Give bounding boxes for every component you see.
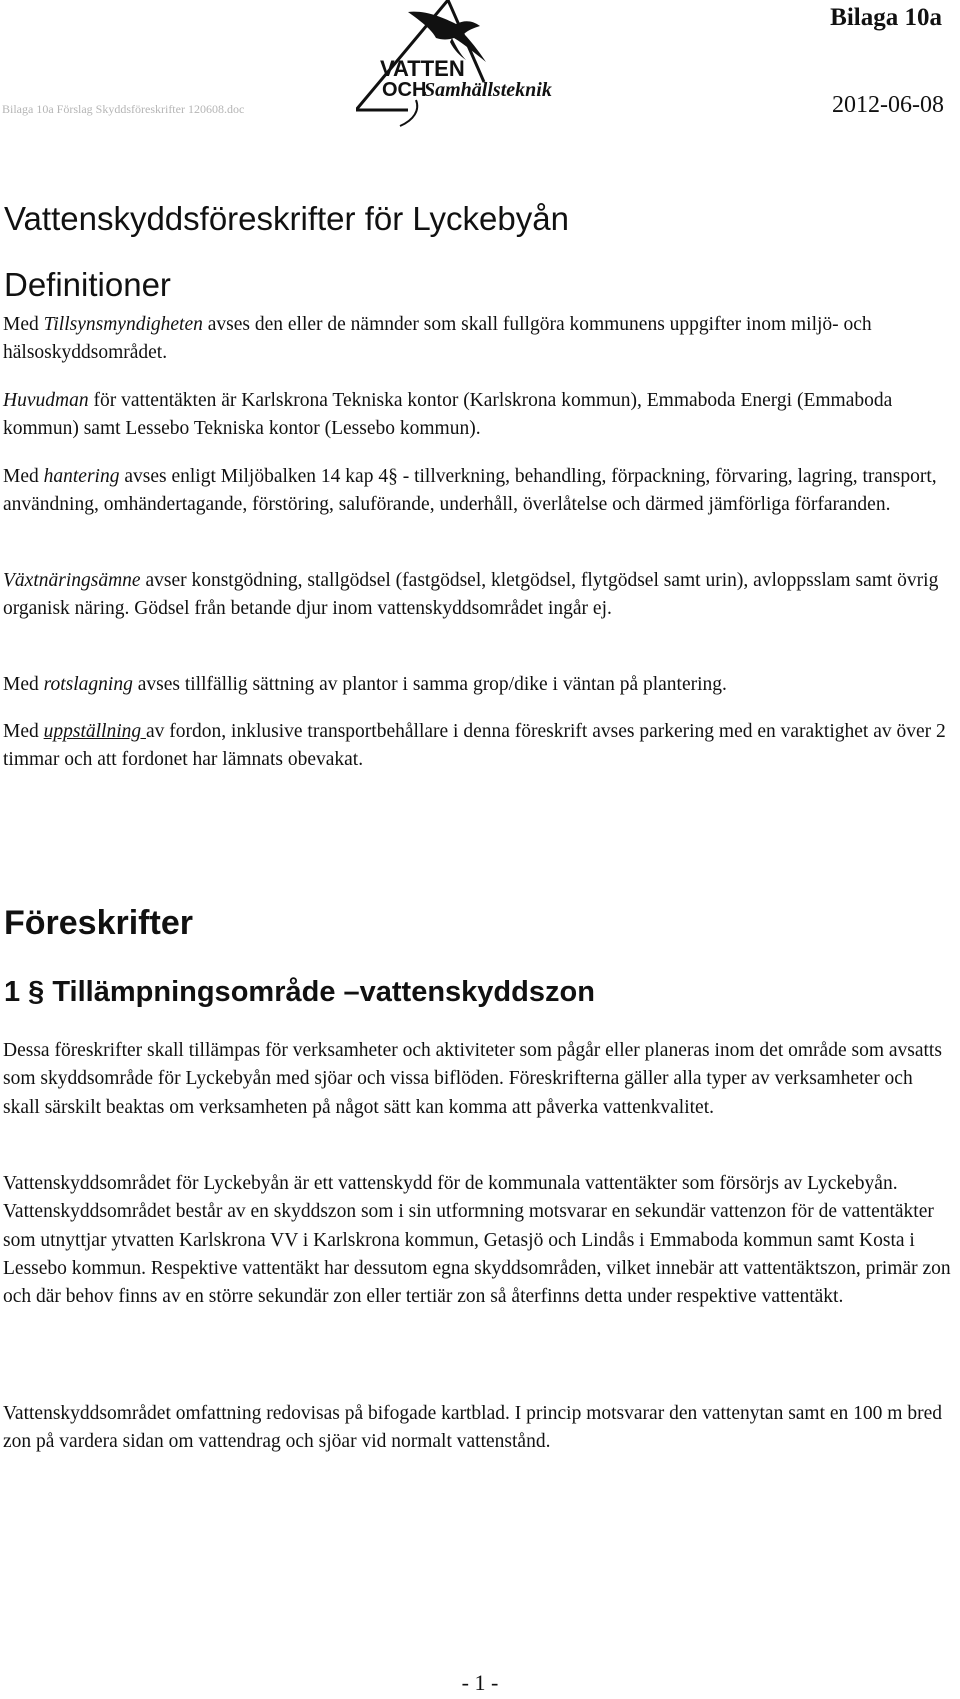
definition-tillsynsmyndigheten: Med Tillsynsmyndigheten avses den eller de nämnder som skall fullgöra kommunens uppgifter inom miljö- och hälsoskyddsområdet. [3,314,872,364]
regulations-paragraph-1: Dessa föreskrifter skall tillämpas för verksamheter och aktiviteter som pågår eller planeras inom det område som avsatts som skyddsområde för Lyckebyån med sjöar och vissa biflöden. Föreskrifterna gäller alla typer av verksamheter och skall särskilt beaktas om verksamheten på något sätt kan komma att påverka vattenkvalitet. [3,1040,942,1118]
logo-text-samhallsteknik: Samhällsteknik [424,79,552,101]
definitions-heading: Definitioner [4,266,171,303]
term-tillsynsmyndigheten: Tillsynsmyndigheten [43,314,203,335]
regulations-paragraph-3: Vattenskyddsområdet omfattning redovisas på bifogade kartblad. I princip motsvarar den vattenytan samt en 100 m bred zon på vardera sidan om vattendrag och sjöar vid normalt vattenstånd. [3,1403,942,1453]
definition-vaxtnaringsamne: Växtnäringsämne avser konstgödning, stallgödsel (fastgödsel, kletgödsel, flytgödsel samt urin), avloppsslam samt övrig organisk näring. Gödsel från betande djur inom vattenskyddsområdet ingår ej. [3,570,939,620]
document-title: Vattenskyddsföreskrifter för Lyckebyån [4,200,569,237]
definition-rotslagning: Med rotslagning avses tillfällig sättning av plantor i samma grop/dike i väntan på plantering. [3,674,727,695]
definition-huvudman: Huvudman för vattentäkten är Karlskrona Tekniska kontor (Karlskrona kommun), Emmaboda Energi (Emmaboda kommun) samt Lessebo Tekniska kontor (Lessebo kommun). [3,390,893,440]
section-1-heading: 1 § Tillämpningsområde –vattenskyddszon [4,976,595,1008]
appendix-label: Bilaga 10a [830,4,942,31]
regulations-heading: Föreskrifter [4,904,193,942]
page-number: - 1 - [461,1670,499,1695]
logo-text-och: OCH [382,79,427,101]
definition-uppstallning: Med uppställning av fordon, inklusive transportbehållare i denna föreskrift avses parkering med en varaktighet av över 2 timmar och att fordonet har lämnats obevakat. [3,721,946,771]
logo-text-vatten: VATTEN [380,56,465,81]
term-hantering: hantering [43,466,120,487]
document-filename: Bilaga 10a Förslag Skyddsföreskrifter 120608.doc [2,102,245,116]
definition-hantering: Med hantering avses enligt Miljöbalken 14 kap 4§ - tillverkning, behandling, förpackning, förvaring, lagring, transport, användning, omhändertagande, förstöring, saluförande, underhåll, överlåtelse och därmed jämförliga förfaranden. [3,466,937,516]
term-uppstallning: uppställning [43,721,147,742]
term-huvudman: Huvudman [3,390,89,411]
document-date: 2012-06-08 [832,92,944,118]
term-rotslagning: rotslagning [43,674,133,695]
vatten-och-samhallsteknik-logo [356,0,596,140]
term-vaxtnaringsamne: Växtnäringsämne [3,570,141,591]
regulations-paragraph-2: Vattenskyddsområdet för Lyckebyån är ett vattenskydd för de kommunala vattentäkter som försörjs av Lyckebyån. Vattenskyddsområdet består av en skyddszon som i sin utformning motsvarar en sekundär vattenzon för de vattentäkter som utnyttjar ytvatten Karlskrona VV i Karlskrona kommun, Getasjö och Lindås i Emmaboda kommun samt Kosta i Lessebo kommun. Respektive vattentäkt har dessutom egna skyddsområden, vilket innebär att vattentäktszon, primär zon och där behov finns av en större sekundär zon eller tertiär zon så återfinns detta under respektive vattentäkt. [3,1173,951,1308]
